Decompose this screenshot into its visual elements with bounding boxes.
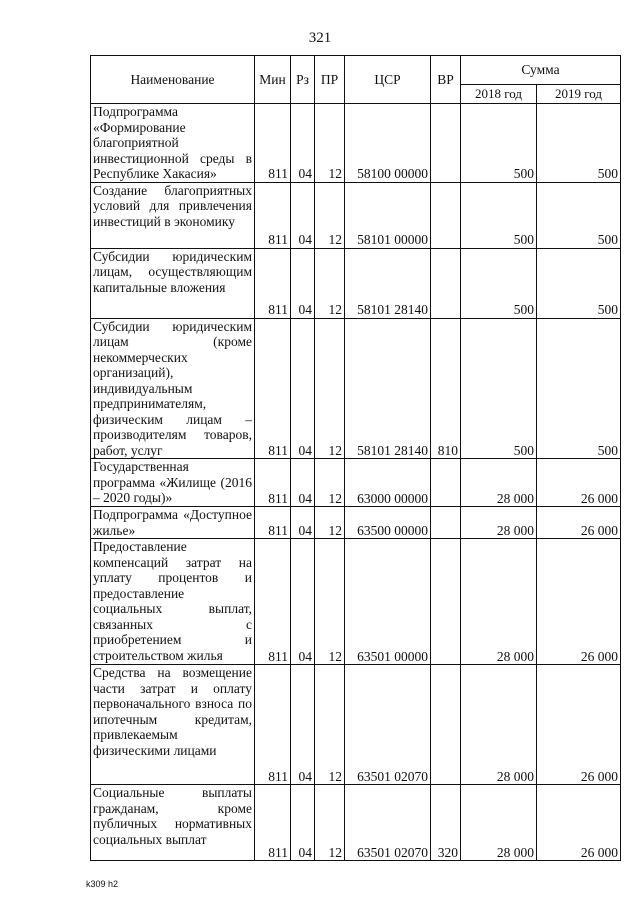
row-2019-cell: 500 xyxy=(537,248,621,318)
row-rz-cell: 04 xyxy=(291,318,315,459)
row-vr-cell xyxy=(431,507,461,539)
row-rz-cell: 04 xyxy=(291,459,315,507)
row-vr-cell: 810 xyxy=(431,318,461,459)
row-vr-cell xyxy=(431,665,461,785)
row-2019-cell: 26 000 xyxy=(537,665,621,785)
row-2018-cell: 500 xyxy=(461,182,537,248)
row-pr-cell: 12 xyxy=(315,318,345,459)
header-rz: Рз xyxy=(291,56,315,104)
row-pr-cell: 12 xyxy=(315,104,345,183)
row-name-cell: Субсидии юридическим лицам (кроме некоммерческих организаций), индивидуальным предпринимателям, физическим лицам – производителям товаров, работ, услуг xyxy=(91,318,255,459)
row-pr-cell: 12 xyxy=(315,785,345,861)
row-2018-cell: 500 xyxy=(461,248,537,318)
row-min-cell: 811 xyxy=(255,248,291,318)
row-pr-cell: 12 xyxy=(315,539,345,665)
row-csr-cell: 63000 00000 xyxy=(345,459,431,507)
row-min-cell: 811 xyxy=(255,539,291,665)
row-vr-cell xyxy=(431,539,461,665)
header-vr: ВР xyxy=(431,56,461,104)
header-csr: ЦСР xyxy=(345,56,431,104)
row-rz-cell: 04 xyxy=(291,785,315,861)
header-min: Мин xyxy=(255,56,291,104)
table-row xyxy=(91,104,621,183)
row-pr-cell: 12 xyxy=(315,248,345,318)
row-2018-cell: 28 000 xyxy=(461,507,537,539)
row-vr-cell xyxy=(431,248,461,318)
row-vr-cell xyxy=(431,182,461,248)
table-row xyxy=(91,507,621,539)
row-2019-cell: 500 xyxy=(537,104,621,183)
table-row xyxy=(91,459,621,507)
row-2018-cell: 28 000 xyxy=(461,459,537,507)
row-2019-cell: 26 000 xyxy=(537,507,621,539)
row-2019-cell: 26 000 xyxy=(537,459,621,507)
table-row xyxy=(91,785,621,861)
row-csr-cell: 58100 00000 xyxy=(345,104,431,183)
row-csr-cell: 63500 00000 xyxy=(345,507,431,539)
row-rz-cell: 04 xyxy=(291,248,315,318)
header-pr: ПР xyxy=(315,56,345,104)
row-csr-cell: 63501 02070 xyxy=(345,665,431,785)
row-min-cell: 811 xyxy=(255,507,291,539)
row-rz-cell: 04 xyxy=(291,104,315,183)
header-sum: Сумма xyxy=(461,56,621,85)
row-csr-cell: 63501 00000 xyxy=(345,539,431,665)
row-2019-cell: 26 000 xyxy=(537,785,621,861)
row-pr-cell: 12 xyxy=(315,182,345,248)
table-row xyxy=(91,665,621,785)
row-2019-cell: 500 xyxy=(537,182,621,248)
row-csr-cell: 63501 02070 xyxy=(345,785,431,861)
row-name-cell: Предоставление компенсаций затрат на уплату процентов и предоставление социальных выплат, связанных с приобретением и строительством жилья xyxy=(91,539,255,665)
footer-code: k309 h2 xyxy=(86,879,119,889)
row-pr-cell: 12 xyxy=(315,459,345,507)
row-min-cell: 811 xyxy=(255,665,291,785)
row-name-cell: Социальные выплаты гражданам, кроме публичных нормативных социальных выплат xyxy=(91,785,255,861)
header-name: Наименование xyxy=(91,56,255,104)
row-vr-cell xyxy=(431,104,461,183)
row-name-cell: Создание благоприятных условий для привлечения инвестиций в экономику xyxy=(91,182,255,248)
row-pr-cell: 12 xyxy=(315,507,345,539)
row-min-cell: 811 xyxy=(255,182,291,248)
row-name-cell: Субсидии юридическим лицам, осуществляющим капитальные вложения xyxy=(91,248,255,318)
row-vr-cell xyxy=(431,459,461,507)
row-name-cell: Средства на возмещение части затрат и оплату первоначального взноса по ипотечным кредитам, привлекаемым физическими лицами xyxy=(91,665,255,785)
row-2019-cell: 500 xyxy=(537,318,621,459)
row-pr-cell: 12 xyxy=(315,665,345,785)
row-min-cell: 811 xyxy=(255,318,291,459)
row-rz-cell: 04 xyxy=(291,539,315,665)
row-name-cell: Государственная программа «Жилище (2016 – 2020 годы)» xyxy=(91,459,255,507)
table-row xyxy=(91,318,621,459)
row-csr-cell: 58101 28140 xyxy=(345,318,431,459)
table-row xyxy=(91,182,621,248)
table-row xyxy=(91,539,621,665)
row-2018-cell: 28 000 xyxy=(461,665,537,785)
table-row xyxy=(91,248,621,318)
row-2018-cell: 28 000 xyxy=(461,539,537,665)
row-min-cell: 811 xyxy=(255,104,291,183)
row-2018-cell: 500 xyxy=(461,104,537,183)
row-rz-cell: 04 xyxy=(291,182,315,248)
row-name-cell: Подпрограмма «Формирование благоприятной инвестиционной среды в Республике Хакасия» xyxy=(91,104,255,183)
header-year-2018: 2018 год xyxy=(461,85,537,104)
row-min-cell: 811 xyxy=(255,459,291,507)
page-number: 321 xyxy=(308,30,332,46)
row-name-cell: Подпрограмма «Доступное жилье» xyxy=(91,507,255,539)
row-rz-cell: 04 xyxy=(291,507,315,539)
row-2018-cell: 28 000 xyxy=(461,785,537,861)
row-csr-cell: 58101 28140 xyxy=(345,248,431,318)
table-body xyxy=(91,104,621,861)
row-csr-cell: 58101 00000 xyxy=(345,182,431,248)
row-2019-cell: 26 000 xyxy=(537,539,621,665)
row-min-cell: 811 xyxy=(255,785,291,861)
budget-table xyxy=(90,55,621,861)
row-rz-cell: 04 xyxy=(291,665,315,785)
row-vr-cell: 320 xyxy=(431,785,461,861)
header-year-2019: 2019 год xyxy=(537,85,621,104)
row-2018-cell: 500 xyxy=(461,318,537,459)
